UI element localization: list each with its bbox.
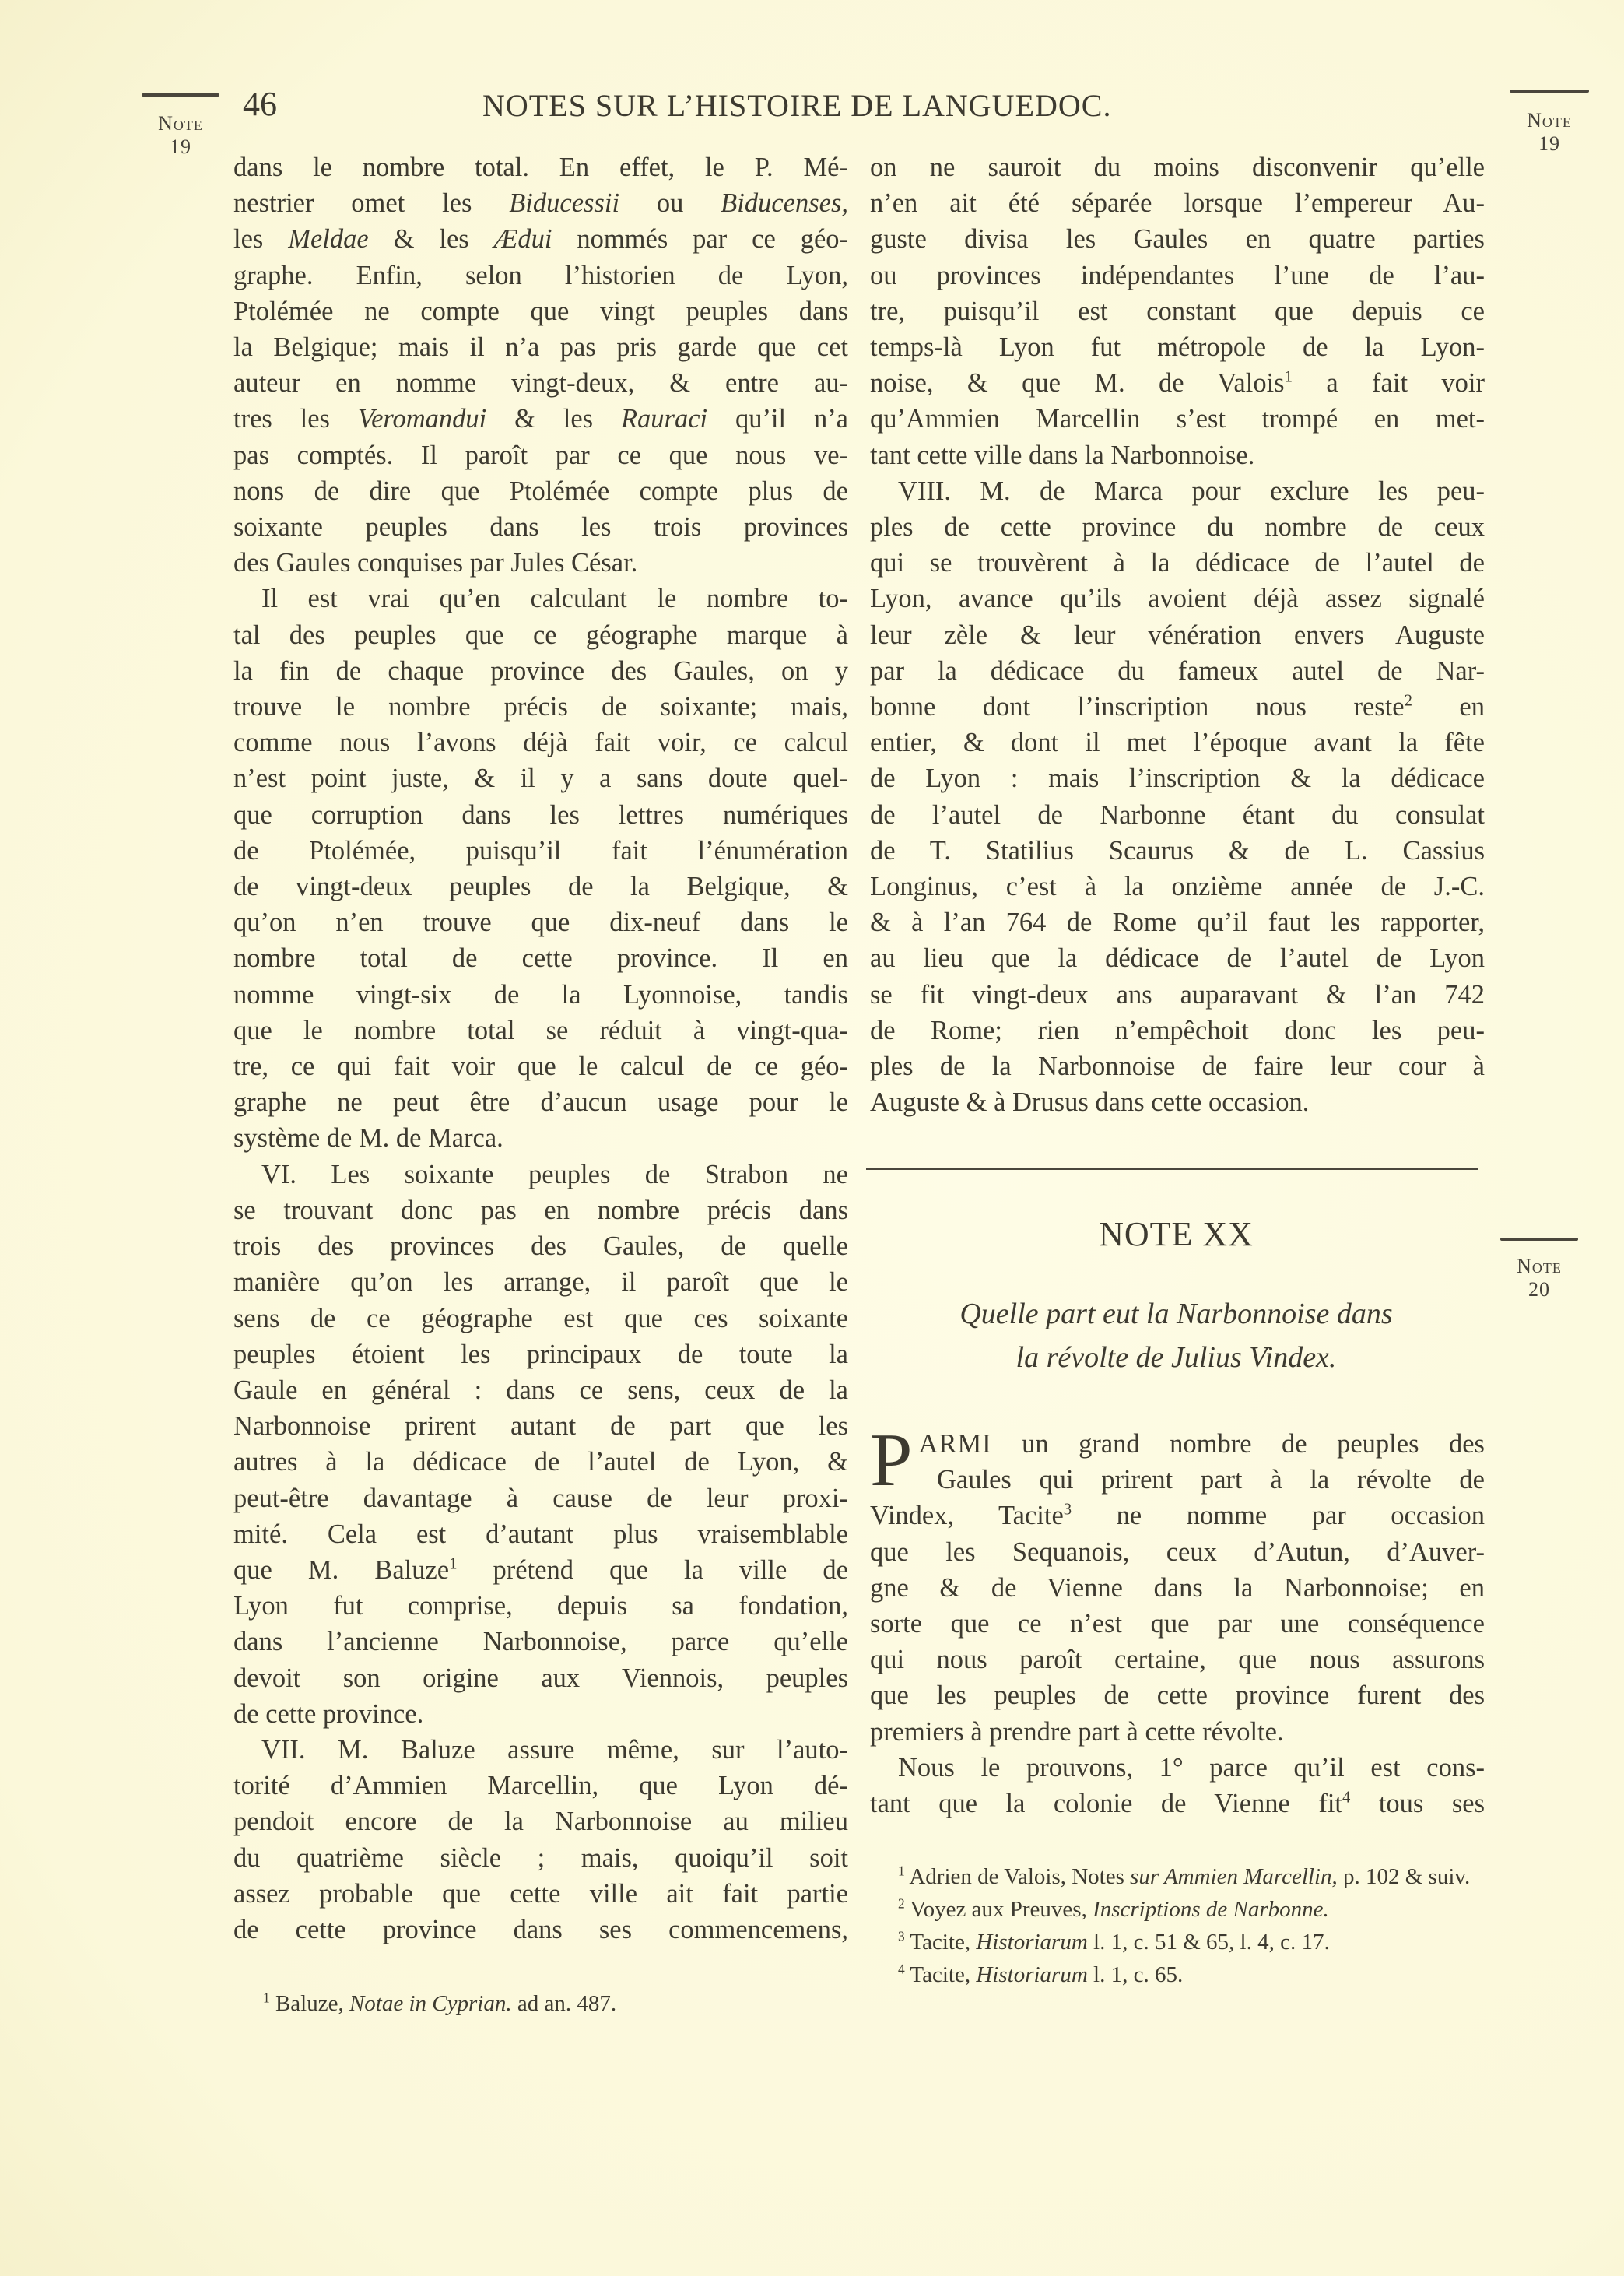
text-line: on ne sauroit du moins disconvenir qu’elle bbox=[870, 153, 1485, 182]
text-line: que M. Baluze$^1$ prétend que la ville de bbox=[233, 1554, 848, 1585]
margin-note-label: Note bbox=[158, 112, 203, 135]
text-line: manière qu’on les arrange, il paroît que le bbox=[233, 1267, 848, 1298]
text-line: n’est point juste, & il y a sans doute quel- bbox=[233, 764, 848, 794]
text-line: se trouvant donc pas en nombre précis dans bbox=[233, 1195, 848, 1225]
text-line: tant cette ville dans la Narbonnoise. bbox=[870, 440, 1255, 470]
text-line: mité. Cela est d’autant plus vraisemblable bbox=[233, 1519, 848, 1549]
paragraph-left-4-section-vii bbox=[233, 1732, 848, 1948]
paragraph-left-2 bbox=[233, 581, 848, 1156]
text-line: de cette province. bbox=[233, 1698, 424, 1729]
text-line: qui nous paroît certaine, que nous assurons bbox=[870, 1645, 1485, 1675]
text-line: ples de cette province du nombre de ceux bbox=[870, 512, 1485, 543]
text-line: peuples étoient les principaux de toute la bbox=[233, 1339, 848, 1369]
text-line: au lieu que la dédicace de l’autel de Lyon bbox=[870, 943, 1485, 974]
drop-cap: P bbox=[870, 1418, 913, 1502]
text-line: qui se trouvèrent à la dédicace de l’autel de bbox=[870, 548, 1485, 578]
right-column-note-xx bbox=[870, 1418, 1485, 1821]
text-line: Ptolémée ne compte que vingt peuples dans bbox=[233, 296, 848, 326]
text-line: que le nombre total se réduit à vingt-qua- bbox=[233, 1015, 848, 1045]
text-line: devoit son origine aux Viennois, peuples bbox=[233, 1663, 848, 1693]
text-line: bonne dont l’inscription nous reste$^2$ en bbox=[870, 692, 1485, 722]
margin-note-number: 20 bbox=[1528, 1278, 1550, 1301]
text-line: du quatrième siècle ; mais, quoiqu’il soit bbox=[233, 1842, 848, 1873]
note-subtitle-line-2: la révolte de Julius Vindex. bbox=[1015, 1341, 1337, 1374]
running-title: NOTES SUR L’HISTOIRE DE LANGUEDOC. bbox=[482, 88, 1112, 123]
text-line: que les Sequanois, ceux d’Autun, d’Auver- bbox=[870, 1537, 1485, 1567]
text-line: des Gaules conquises par Jules César. bbox=[233, 548, 638, 578]
note-subtitle-line-1: Quelle part eut la Narbonnoise dans bbox=[959, 1298, 1393, 1330]
text-line: ou provinces indépendantes l’une de l’au- bbox=[870, 260, 1485, 290]
text-line: Longinus, c’est à la onzième année de J.-C. bbox=[870, 872, 1485, 902]
text-line: gne & de Vienne dans la Narbonnoise; en bbox=[870, 1572, 1485, 1603]
paragraph-left-3-section-vi bbox=[233, 1157, 848, 1732]
text-line: tres les Veromandui & les Rauraci qu’il n’a bbox=[233, 404, 848, 434]
text-line: soixante peuples dans les trois provinces bbox=[233, 512, 848, 543]
text-line: VI. Les soixante peuples de Strabon ne bbox=[261, 1159, 848, 1189]
text-line: sens de ce géographe est que ces soixante bbox=[233, 1303, 848, 1333]
text-line: Lyon fut comprise, depuis sa fondation, bbox=[233, 1591, 848, 1621]
paragraph-right-1 bbox=[870, 149, 1485, 473]
text-line: auteur en nomme vingt-deux, & entre au- bbox=[233, 368, 848, 399]
text-line: que les peuples de cette province furent des bbox=[870, 1681, 1485, 1711]
text-line: pendoit encore de la Narbonnoise au milieu bbox=[233, 1807, 848, 1837]
margin-note-number: 19 bbox=[170, 135, 191, 158]
text-line: de cette province dans ses commencemens, bbox=[233, 1914, 848, 1944]
text-line: nombre total de cette province. Il en bbox=[233, 943, 848, 974]
margin-note-left bbox=[137, 112, 224, 159]
text-line: autres à la dédicace de l’autel de Lyon, & bbox=[233, 1447, 848, 1477]
text-line: premiers à prendre part à cette révolte. bbox=[870, 1716, 1284, 1747]
footnote-3-right: $^3$ Tacite, Historiarum l. 1, c. 51 & 65, l. 4, c. 17. bbox=[898, 1928, 1330, 1955]
text-line: pas comptés. Il paroît par ce que nous ve- bbox=[233, 440, 848, 470]
text-line: de Ptolémée, puisqu’il fait l’énumération bbox=[233, 835, 848, 866]
right-column bbox=[870, 149, 1485, 1120]
margin-rule-left bbox=[142, 93, 219, 97]
text-line: se fit vingt-deux ans auparavant & l’an 742 bbox=[870, 979, 1485, 1010]
text-line: sorte que ce n’est que par une conséquence bbox=[870, 1609, 1485, 1639]
text-line: temps-là Lyon fut métropole de la Lyon- bbox=[870, 332, 1485, 363]
text-line: de Lyon : mais l’inscription & la dédicace bbox=[870, 764, 1485, 794]
text-line: dans le nombre total. En effet, le P. Mé- bbox=[233, 153, 848, 182]
text-line: noise, & que M. de Valois$^1$ a fait voir bbox=[870, 368, 1485, 399]
text-line: Narbonnoise prirent autant de part que les bbox=[233, 1411, 848, 1442]
footnotes-left bbox=[263, 1989, 854, 2021]
text-line: tre, puisqu’il est constant que depuis ce bbox=[870, 296, 1485, 326]
paragraph-note-xx-1 bbox=[870, 1418, 1485, 1750]
text-line: assez probable que cette ville ait fait partie bbox=[233, 1878, 848, 1909]
text-line: par la dédicace du fameux autel de Nar- bbox=[870, 655, 1485, 686]
text-line: tant que la colonie de Vienne fit$^4$ tous ses bbox=[870, 1789, 1485, 1819]
text-line: guste divisa les Gaules en quatre parties bbox=[870, 224, 1485, 255]
text-line: nons de dire que Ptolémée compte plus de bbox=[233, 476, 848, 506]
text-line: graphe ne peut être d’aucun usage pour le bbox=[233, 1087, 848, 1118]
text-line: VIII. M. de Marca pour exclure les peu- bbox=[898, 476, 1485, 506]
text-line: ples de la Narbonnoise de faire leur cour à bbox=[870, 1052, 1485, 1082]
text-line: trois des provinces des Gaules, de quelle bbox=[233, 1231, 848, 1262]
text-line: la Belgique; mais il n’a pas pris garde que cet bbox=[233, 332, 848, 363]
text-line: nestrier omet les Biducessii ou Biducenses, bbox=[233, 188, 848, 219]
text-line: dans l’ancienne Narbonnoise, parce qu’elle bbox=[233, 1627, 848, 1657]
text-line: tal des peuples que ce géographe marque à bbox=[233, 620, 848, 650]
text-line: peut-être davantage à cause de leur proxi- bbox=[233, 1483, 848, 1513]
text-line: de vingt-deux peuples de la Belgique, & bbox=[233, 872, 848, 902]
text-line: trouve le nombre précis de soixante; mais, bbox=[233, 692, 848, 722]
margin-rule-right-mid bbox=[1500, 1238, 1578, 1241]
text-line: comme nous l’avons déjà fait voir, ce calcul bbox=[233, 728, 848, 758]
text-line: Gaule en général : dans ce sens, ceux de la bbox=[233, 1375, 848, 1405]
margin-note-right-top bbox=[1505, 109, 1594, 156]
text-line: torité d’Ammien Marcellin, que Lyon dé- bbox=[233, 1771, 848, 1801]
margin-note-label: Note bbox=[1517, 1255, 1562, 1277]
paragraph-right-2-section-viii bbox=[870, 473, 1485, 1121]
text-line: qu’on n’en trouve que dix-neuf dans le bbox=[233, 908, 848, 938]
text-line: que corruption dans les lettres numériques bbox=[233, 799, 848, 830]
text-line: les Meldae & les Ædui nommés par ce géo- bbox=[233, 224, 848, 255]
text-line: Il est vrai qu’en calculant le nombre to- bbox=[261, 584, 848, 614]
margin-note-label: Note bbox=[1527, 109, 1572, 132]
text-line: Gaules qui prirent part à la révolte de bbox=[937, 1465, 1485, 1495]
section-separator-rule bbox=[866, 1168, 1478, 1170]
page-number: 46 bbox=[243, 85, 277, 123]
text-line: de T. Statilius Scaurus & de L. Cassius bbox=[870, 835, 1485, 866]
margin-rule-right-top bbox=[1510, 90, 1589, 93]
text-line: nomme vingt-six de la Lyonnoise, tandis bbox=[233, 979, 848, 1010]
footnote-1-left: $^1$ Baluze, Notae in Cyprian. ad an. 487. bbox=[263, 1990, 617, 2016]
footnotes-right bbox=[870, 1862, 1485, 1993]
text-line: Lyon, avance qu’ils avoient déjà assez signalé bbox=[870, 584, 1485, 614]
text-line: système de M. de Marca. bbox=[233, 1123, 503, 1154]
text-line: de Rome; rien n’empêchoit donc les peu- bbox=[870, 1015, 1485, 1045]
paragraph-left-1 bbox=[233, 149, 848, 581]
margin-note-number: 19 bbox=[1538, 132, 1560, 155]
text-line: Vindex, Tacite$^3$ ne nomme par occasion bbox=[870, 1501, 1485, 1531]
text-line: entier, & dont il met l’époque avant la fête bbox=[870, 728, 1485, 758]
text-line: tre, ce qui fait voir que le calcul de ce géo- bbox=[233, 1052, 848, 1082]
note-subtitle bbox=[870, 1292, 1482, 1379]
text-line: graphe. Enfin, selon l’historien de Lyon, bbox=[233, 260, 848, 290]
text-line: leur zèle & leur vénération envers Auguste bbox=[870, 620, 1485, 650]
left-column bbox=[233, 149, 848, 1948]
text-line: n’en ait été séparée lorsque l’empereur Au- bbox=[870, 188, 1485, 219]
footnote-1-right: $^1$ Adrien de Valois, Notes sur Ammien Marcellin, p. 102 & suiv. bbox=[898, 1863, 1471, 1889]
first-line-text: un grand nombre de peuples des bbox=[991, 1429, 1485, 1459]
footnote-4-right: $^4$ Tacite, Historiarum l. 1, c. 65. bbox=[898, 1961, 1184, 1987]
text-line: qu’Ammien Marcellin s’est trompé en met- bbox=[870, 404, 1485, 434]
paragraph-note-xx-1-body bbox=[870, 1462, 1485, 1750]
text-line: la fin de chaque province des Gaules, on y bbox=[233, 655, 848, 686]
note-heading: NOTE XX bbox=[1099, 1215, 1254, 1253]
paragraph-note-xx-2 bbox=[870, 1750, 1485, 1821]
text-line: Auguste & à Drusus dans cette occasion. bbox=[870, 1087, 1310, 1118]
text-line: VII. M. Baluze assure même, sur l’auto- bbox=[261, 1734, 848, 1765]
margin-note-right-mid bbox=[1496, 1255, 1583, 1301]
footnote-2-right: $^2$ Voyez aux Preuves, Inscriptions de Narbonne. bbox=[898, 1895, 1329, 1922]
text-line: de l’autel de Narbonne étant du consulat bbox=[870, 799, 1485, 830]
text-line: Nous le prouvons, 1° parce qu’il est cons- bbox=[898, 1752, 1485, 1783]
text-line: & à l’an 764 de Rome qu’il faut les rapporter, bbox=[870, 908, 1485, 938]
drop-cap-continuation: ARMI bbox=[918, 1429, 992, 1459]
